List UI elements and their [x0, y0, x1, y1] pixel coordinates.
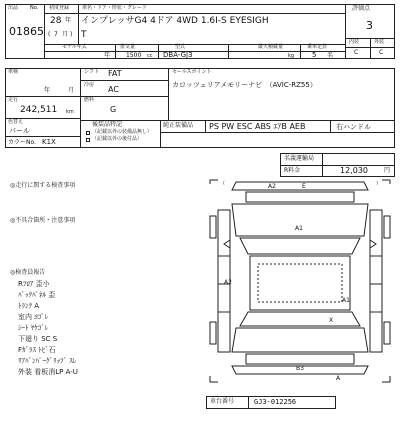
interior-grade: C [354, 49, 359, 56]
exterior-label: 外装 [374, 39, 385, 45]
color-value: パール [9, 127, 30, 135]
capacity-unit: kg [288, 53, 295, 59]
fuel-label: 燃料 [84, 97, 95, 103]
model-year-unit: 年 [104, 52, 111, 59]
capacity-label: 最大積載量 [258, 44, 284, 50]
list-item: ﾄﾗﾝｸ A [18, 302, 40, 310]
inspection-month: 月 [68, 87, 75, 94]
list-item: 外装 看板消LP A-U [18, 368, 78, 376]
list-item: ﾘｱﾊﾞﾝﾊﾟｰｸﾞﾘｯﾌﾟ ｽﾚ [18, 357, 77, 365]
recycle-label: R料金 [284, 167, 301, 174]
diagram-label-b3: B3 [296, 365, 304, 372]
ac-value: AC [108, 85, 119, 94]
handle-value: 右ハンドル [336, 123, 371, 131]
car-name-2: T [81, 30, 87, 40]
lot-number: 01865 [9, 25, 44, 38]
seats-unit: 名 [327, 52, 334, 59]
reg-month: 7 [54, 31, 58, 38]
svg-text:）: ） [376, 181, 382, 187]
score-value: 3 [366, 19, 373, 32]
ac-label: 冷房 [84, 82, 95, 88]
score-label: 評価点 [352, 5, 371, 12]
diagram-label-a: A [336, 375, 341, 382]
cc-unit: cc [147, 53, 153, 59]
car-name: インプレッサG4 4ドア 4WD 1.6I-S EYESIGH [81, 16, 269, 26]
list-item: 下廻り SC S [18, 335, 58, 343]
shift-value: FAT [108, 69, 122, 78]
chassis-label: 車台番号 [210, 398, 235, 405]
mileage-unit: km [66, 109, 74, 115]
recycle-value: 12,030 [340, 166, 368, 175]
rebuild-label: 後装品特記 [92, 121, 123, 128]
cc-label: 排気量 [120, 44, 136, 50]
venue-no: No. [30, 5, 39, 11]
first-registration-label: 初度登録 [49, 5, 70, 11]
diagram-label-x: X [329, 317, 334, 324]
diagram-label-a1-right: A1 [342, 297, 350, 304]
list-item: Rﾌﾛｱ 歪小 [18, 280, 50, 288]
rebuild-note-2: （記載以外の後付品） [92, 136, 143, 142]
color-no-label: カラーNo. [8, 139, 36, 146]
diagram-label-a1-hood: A1 [295, 225, 303, 232]
color-no-value: K1X [42, 138, 56, 146]
rebuild-note-1: （記載以外の装備品無し） [92, 129, 153, 135]
shift-label: シフト [84, 69, 100, 75]
model-year-label: モデル年式 [62, 44, 87, 50]
reg-year: 28 [50, 16, 62, 26]
venue-label: 出品 [8, 5, 19, 11]
list-item: ｼｰﾄ ﾔｹｺﾞﾚ [18, 324, 49, 332]
reg-month-unit: 月 [62, 31, 69, 38]
selling-point-value: カロッツェリアメモリーナビ （AVIC-RZ55） [172, 81, 317, 89]
list-item: Fｶﾞﾗｽ ﾄﾋﾞ石 [18, 346, 56, 354]
mileage-value: 242,511 [20, 105, 58, 115]
mileage-label: 走行 [8, 97, 19, 103]
inspection-year: 年 [44, 87, 51, 94]
diagram-label-a2-top: A2 [268, 183, 276, 190]
chassis-number: GJ3-012256 [254, 398, 297, 406]
exterior-grade: C [379, 49, 384, 56]
equipment-label: 純正装備品 [163, 122, 194, 129]
model-value: DBA-GJ3 [163, 51, 193, 59]
diagram-label-a2-left: A2 [224, 279, 232, 286]
run-section-label: ◎走行に関する検査事項 [10, 182, 76, 189]
selling-point-label: セールスポイント [172, 69, 212, 75]
car-desc-label: 車名・ドア・形状・グレード [82, 5, 147, 11]
reg-year-unit: 年 [65, 17, 72, 24]
nameplate-label: 名義運輸局 [284, 155, 315, 162]
list-item: 室内 ﾖｺﾞﾚ [18, 313, 49, 321]
fuel-value: G [110, 105, 117, 114]
seats-label: 乗車定員 [307, 44, 328, 50]
color-label: 色替え [8, 119, 24, 125]
interior-label: 内装 [349, 39, 360, 45]
recycle-unit: 円 [384, 167, 391, 174]
defect-section-label: ◎不具合箇所・注意事項 [10, 217, 76, 224]
equipment-value: PS PW ESC ABS ｴｱB AEB [209, 122, 306, 131]
diagram-label-e: E [302, 183, 306, 190]
inspection-label: 車検 [8, 69, 19, 75]
model-label: 型式 [175, 44, 186, 50]
inspector-section-label: ◎検査員報告 [10, 269, 46, 276]
seats-value: 5 [312, 51, 317, 59]
car-diagram [206, 176, 394, 386]
list-item: ﾊﾞｯｸﾊﾟﾈﾙ 歪 [18, 291, 56, 299]
svg-text:（: （ [220, 181, 226, 187]
cc-value: 1500 [126, 52, 142, 59]
